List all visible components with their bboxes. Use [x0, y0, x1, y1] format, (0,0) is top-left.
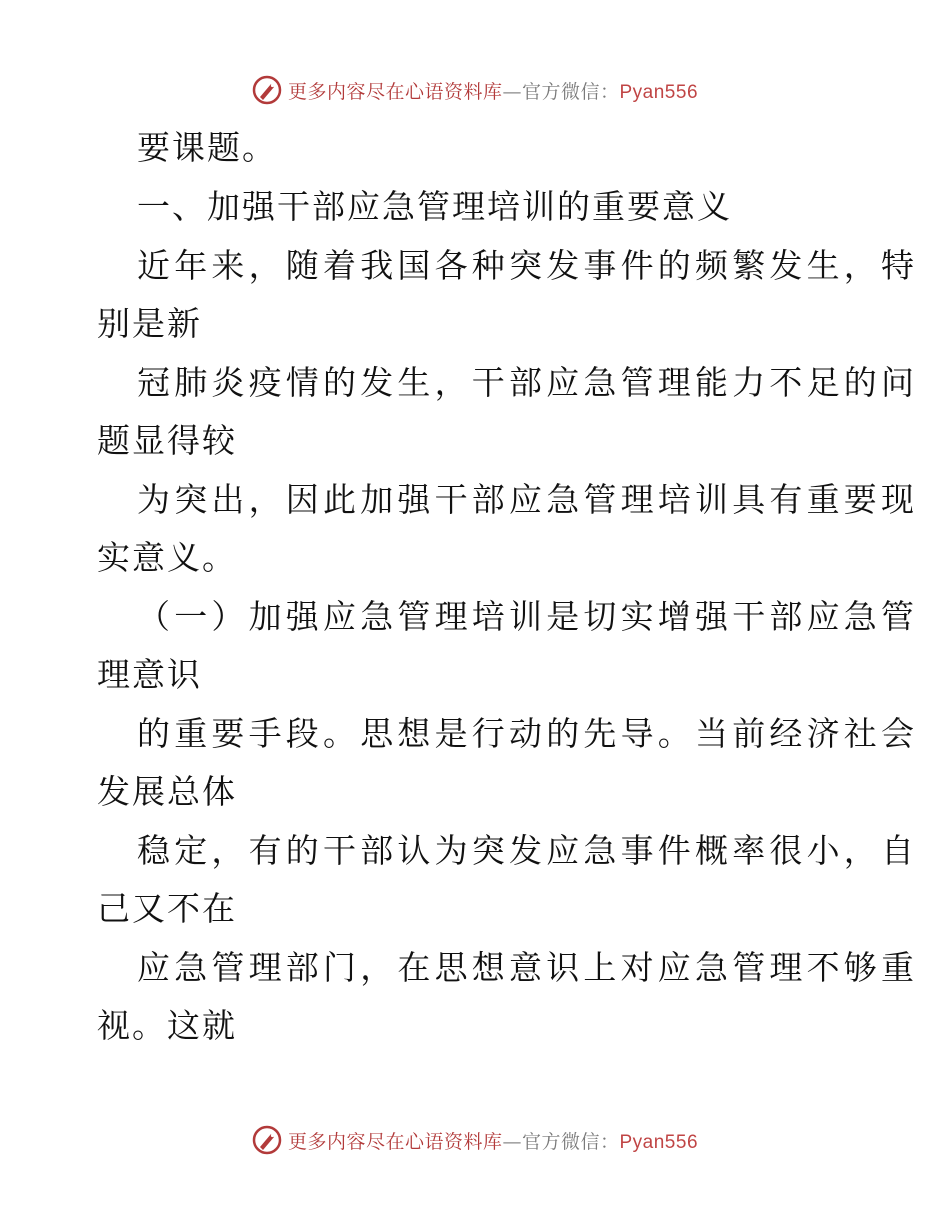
- footer-separator: —: [502, 1130, 522, 1153]
- body-line: 发展总体: [97, 772, 237, 811]
- body-line: 己又不在: [97, 889, 237, 928]
- body-line: 为突出，因此加强干部应急管理培训具有重要现: [137, 480, 919, 519]
- body-line: 实意义。: [97, 538, 237, 577]
- body-line: 要课题。: [137, 128, 277, 167]
- header-separator: —: [502, 80, 522, 103]
- body-line: 别是新: [97, 304, 202, 343]
- subsection-heading: （一）加强应急管理培训是切实增强干部应急管: [137, 597, 919, 636]
- body-line: 应急管理部门，在思想意识上对应急管理不够重: [137, 948, 919, 987]
- body-line: 的重要手段。思想是行动的先导。当前经济社会: [137, 714, 919, 753]
- body-line: 视。这就: [97, 1006, 237, 1045]
- header-wechat-label: 官方微信：: [521, 80, 620, 103]
- footer-site-text: 更多内容尽在心语资料库: [287, 1130, 503, 1153]
- body-line: 近年来，随着我国各种突发事件的频繁发生，特: [137, 246, 919, 285]
- footer-banner: [0, 1120, 950, 1160]
- section-heading: 一、加强干部应急管理培训的重要意义: [137, 187, 732, 226]
- body-line: 冠肺炎疫情的发生，干部应急管理能力不足的问: [137, 363, 919, 402]
- header-banner: [0, 70, 950, 110]
- footer-wechat-id: Pyan556: [619, 1131, 699, 1153]
- header-wechat-id: Pyan556: [619, 81, 699, 103]
- footer-banner-text: [288, 1127, 698, 1154]
- pen-nib-logo-icon: [252, 1125, 282, 1155]
- header-banner-text: [288, 77, 698, 104]
- body-line: 稳定，有的干部认为突发应急事件概率很小，自: [137, 831, 919, 870]
- body-line: 题显得较: [97, 421, 237, 460]
- pen-nib-logo-icon: [252, 75, 282, 105]
- footer-wechat-label: 官方微信：: [521, 1130, 620, 1153]
- body-line: 理意识: [97, 655, 202, 694]
- header-site-text: 更多内容尽在心语资料库: [287, 80, 503, 103]
